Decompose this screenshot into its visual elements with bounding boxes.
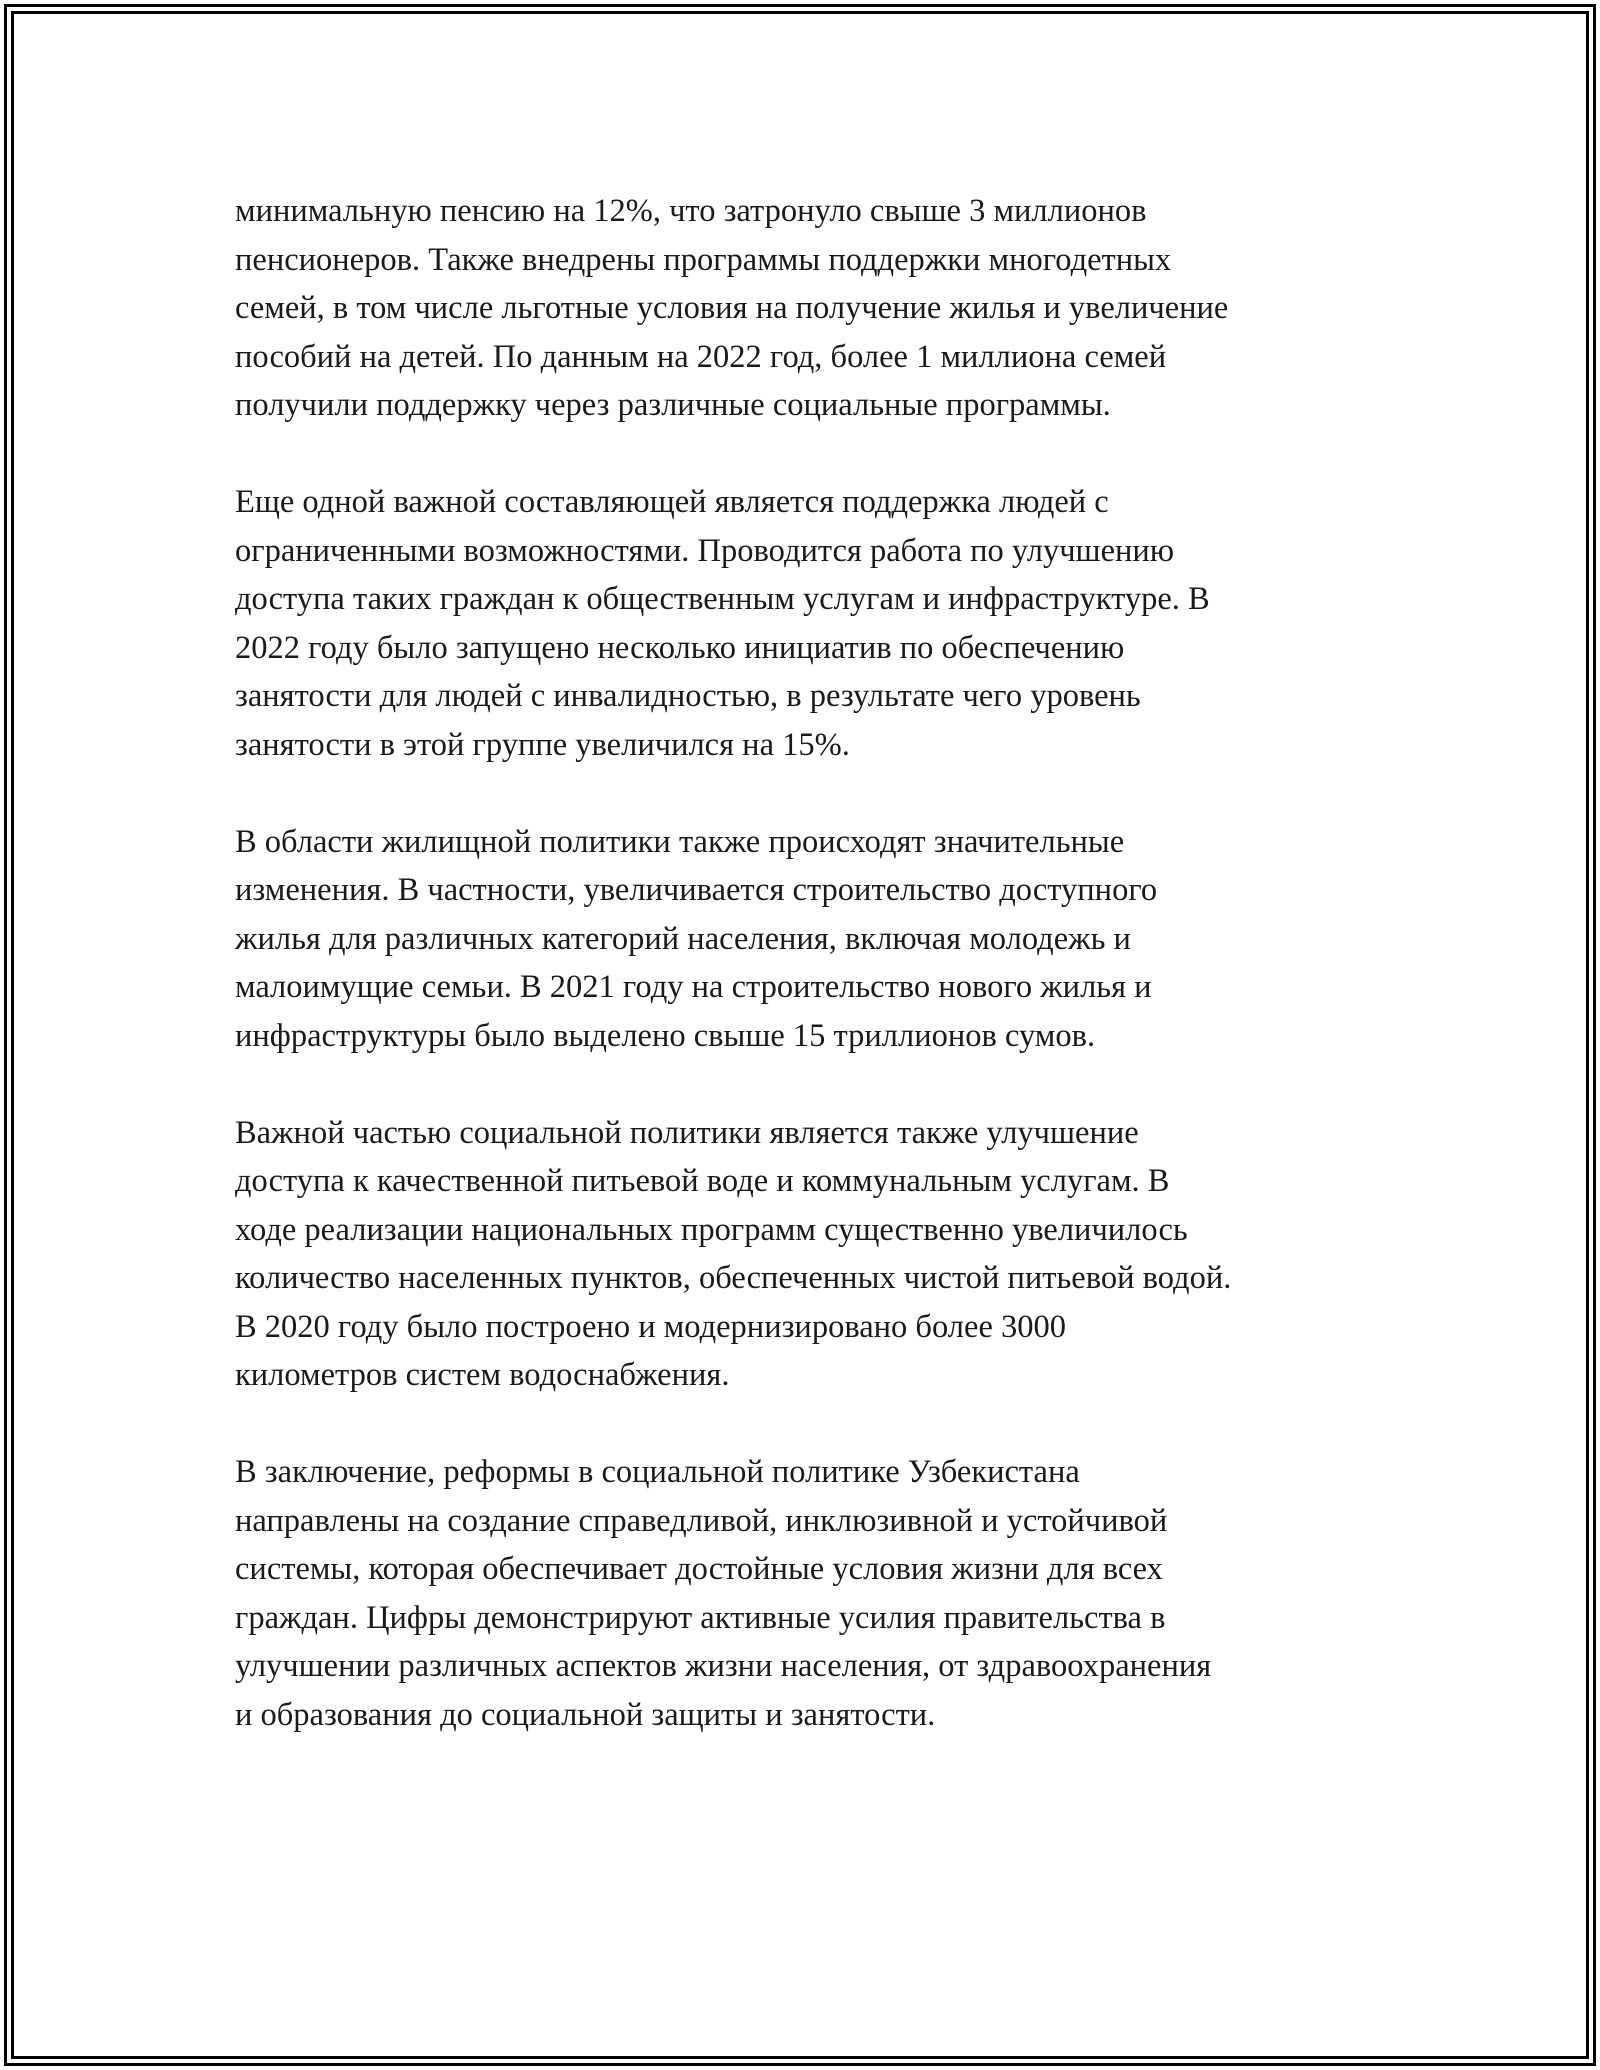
paragraph-housing-policy: В области жилищной политики также происходят значительные изменения. В частности, увеличивается строительство доступного жилья для различных категорий населения, включая молодежь и малоимущие семьи. В 2021 году на строительство нового жилья и инфраструктуры было выделено свыше 15 триллионов сумов. — [235, 823, 1158, 1054]
paragraph-pensions: минимальную пенсию на 12%, что затронуло свыше 3 миллионов пенсионеров. Также внедрены программы поддержки многодетных семей, в том числе льготные условия на получение жилья и увеличение пособий на детей. По данным на 2022 год, более 1 миллиона семей получили поддержку через различные социальные программы. — [235, 193, 1229, 423]
paragraph-water-utilities: Важной частью социальной политики является также улучшение доступа к качественной питьевой воде и коммунальным услугам. В ходе реализации национальных программ существенно увеличилось количество населенных пунктов, обеспеченных чистой питьевой водой. В 2020 году было построено и модернизировано более 3000 километров систем водоснабжения. — [235, 1114, 1232, 1393]
document-body — [235, 187, 1375, 1788]
paragraph-disability-support: Еще одной важной составляющей является поддержка людей с ограниченными возможностями. Проводится работа по улучшению доступа таких граждан к общественным услугам и инфраструктуре. В 2022 году было запущено несколько инициатив по обеспечению занятости для людей с инвалидностью, в результате чего уровень занятости в этой группе увеличился на 15%. — [235, 484, 1210, 763]
paragraph-conclusion: В заключение, реформы в социальной политике Узбекистана направлены на создание справедливой, инклюзивной и устойчивой системы, которая обеспечивает достойные условия жизни для всех граждан. Цифры демонстрируют активные усилия правительства в улучшении различных аспектов жизни населения, от здравоохранения и образования до социальной защиты и занятости. — [235, 1454, 1212, 1733]
